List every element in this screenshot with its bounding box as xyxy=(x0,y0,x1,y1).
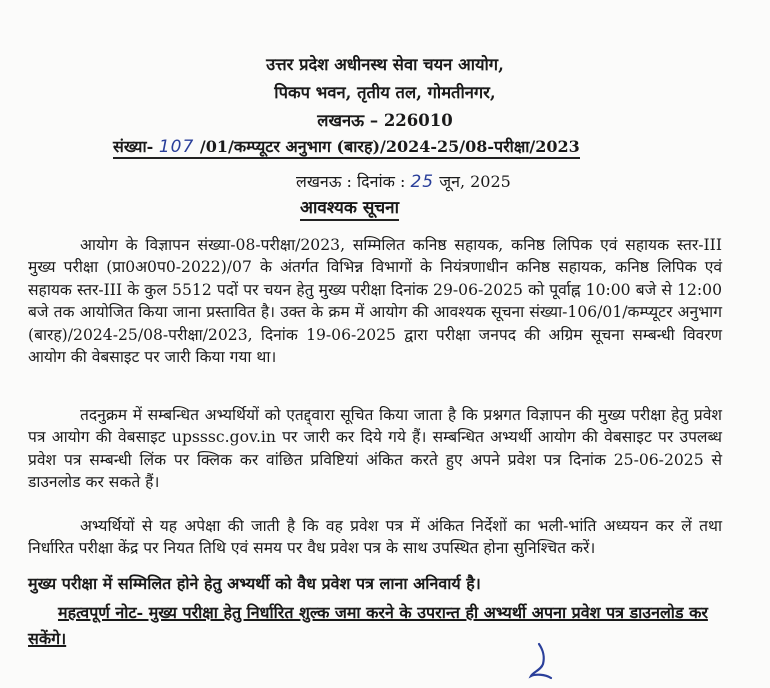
important-note-text: महत्वपूर्ण नोट- मुख्य परीक्षा हेतु निर्धारित शुल्क जमा करने के उपरान्त ही अभ्यर्थी अपना प्रवेश पत्र डाउनलोड कर सकेंगे। xyxy=(28,603,708,648)
paragraph-3: अभ्यर्थियों से यह अपेक्षा की जाती है कि वह प्रवेश पत्र में अंकित निर्देशों का भली-भांति अध्ययन कर लें तथा निर्धारित परीक्षा केंद्र पर नियत तिथि एवं समय पर वैध प्रवेश पत्र के साथ उपस्थित होना सुनिश्चित करें। xyxy=(28,517,722,558)
address-line: पिकप भवन, तृतीय तल, गोमतीनगर, xyxy=(274,83,496,102)
signature-mark xyxy=(525,640,565,684)
reference-prefix: संख्या- xyxy=(113,137,154,156)
important-note xyxy=(28,600,722,652)
handwritten-day: 25 xyxy=(410,172,435,192)
city-pin: लखनऊ – 226010 xyxy=(317,111,453,130)
date-line xyxy=(296,170,511,192)
paragraph-2: तदनुक्रम में सम्बन्धित अभ्यर्थियों को एतद्द्वारा सूचित किया जाता है कि प्रश्नगत विज्ञापन की मुख्य परीक्षा हेतु प्रवेश पत्र आयोग की वेबसाइट upsssc.gov.in पर जारी कर दिये गये हैं। सम्बन्धित अभ्यर्थी आयोग की वेबसाइट पर उपलब्ध प्रवेश पत्र सम्बन्धी लिंक पर क्लिक कर वांछित प्रविष्टियां अंकित करते हुए अपने प्रवेश पत्र दिनांक 25-06-2025 से डाउनलोड कर सकते हैं। xyxy=(28,406,722,492)
reference-suffix: /01/कम्प्यूटर अनुभाग (बारह)/2024-25/08-परीक्षा/2023 xyxy=(199,137,580,156)
date-prefix: लखनऊ : दिनांक : xyxy=(296,172,406,191)
paragraph-1: आयोग के विज्ञापन संख्या-08-परीक्षा/2023, सम्मिलित कनिष्ठ सहायक, कनिष्ठ लिपिक एवं सहायक स्तर-III मुख्य परीक्षा (प्रा0अ0प0-2022)/07 के अंतर्गत विभिन्न विभागों के नियंत्रणाधीन कनिष्ठ सहायक, कनिष्ठ लिपिक एवं सहायक स्तर-III के कुल 5512 पदों पर चयन हेतु मुख्य परीक्षा दिनांक 29-06-2025 को पूर्वाह्न 10:00 बजे से 12:00 बजे तक आयोजित किया जाना प्रस्तावित है। उक्त के क्रम में आयोग की आवश्यक सूचना संख्या-106/01/कम्प्यूटर अनुभाग (बारह)/2024-25/08-परीक्षा/2023, दिनांक 19-06-2025 द्वारा परीक्षा जनपद की अग्रिम सूचना सम्बन्धी विवरण आयोग की वेबसाइट पर जारी किया गया था। xyxy=(28,236,722,367)
reference-number-line xyxy=(113,137,580,159)
date-suffix: जून, 2025 xyxy=(439,172,511,191)
handwritten-reference-number: 107 xyxy=(158,137,195,157)
notice-subject: आवश्यक सूचना xyxy=(300,197,399,221)
org-name: उत्तर प्रदेश अधीनस्थ सेवा चयन आयोग, xyxy=(266,55,504,74)
mandatory-admit-card-line: मुख्य परीक्षा में सम्मिलित होने हेतु अभ्यर्थी को वैध प्रवेश पत्र लाना अनिवार्य है। xyxy=(28,574,481,593)
